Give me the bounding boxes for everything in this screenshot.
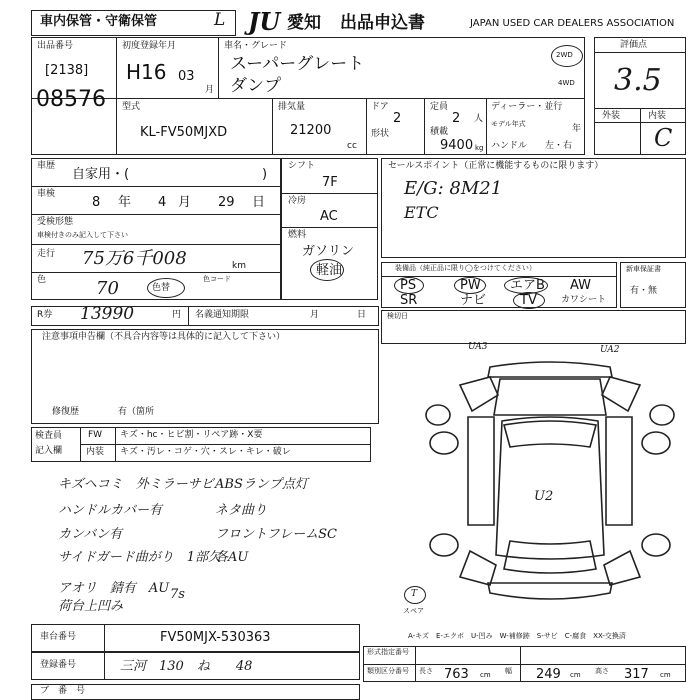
plate-label: 登録番号 (40, 660, 77, 670)
inspection-year-unit: 年 (118, 195, 132, 210)
mileage-label: 走行 (37, 249, 56, 259)
plate-value: 三河 130 ね 48 (120, 659, 253, 674)
after-box (381, 310, 686, 344)
model-year-unit: 年 (572, 124, 582, 134)
inspection-day-unit: 日 (252, 195, 266, 210)
drive-4wd: 4WD (558, 79, 575, 87)
remark-line: サイドガード曲がり 1部欠 (58, 550, 221, 565)
capacity-label: 定員 (430, 102, 449, 112)
repair-value: 有（箇所 (118, 407, 155, 417)
sales-point-etc: ETC (404, 203, 439, 222)
spare-label: スペア (403, 607, 424, 615)
registration-era-year: H16 (126, 60, 167, 84)
type-label: 型式 (122, 102, 141, 112)
score-label: 評価点 (620, 40, 648, 50)
registration-month: 03 (178, 69, 195, 84)
remark-line: キズヘコミ 外ミラーサビ (58, 477, 214, 492)
lot-label: 出品番号 (37, 41, 74, 51)
height-unit: cm (660, 671, 671, 679)
shift-value: 7F (322, 175, 338, 190)
recycle-label: R券 (37, 310, 53, 320)
fuel-value: ガソリン (302, 244, 355, 259)
remark-line: カンバン有 (58, 527, 123, 542)
car-diagram (420, 355, 680, 615)
length-label: 長さ (419, 667, 433, 675)
warranty-options: 有・無 (630, 286, 658, 296)
fuel-option: 軽油 (316, 263, 343, 278)
dealer-label: ディーラー・並行 (491, 102, 563, 112)
equip-ps: PS (400, 278, 417, 293)
fw-label: FW (88, 430, 103, 440)
length-unit: cm (480, 671, 491, 679)
storage-handwritten: L (214, 10, 226, 30)
doors-label: ドア (371, 102, 389, 112)
displacement-unit: cc (347, 141, 357, 151)
equip-sr: SR (400, 293, 418, 308)
length-value: 763 (444, 667, 469, 682)
doors-value: 2 (393, 111, 402, 126)
history-label: 車歴 (37, 161, 56, 171)
width-label: 幅 (505, 667, 512, 675)
model-name: スーパーグレート (230, 54, 365, 74)
equip-navi: ナビ (460, 293, 487, 308)
width-value: 249 (536, 667, 561, 682)
notice-day-unit: 日 (357, 310, 367, 320)
equip-aw: AW (570, 278, 592, 293)
mileage-value: 75万6千008 (82, 248, 187, 269)
inspection-year: 8 (92, 195, 101, 210)
recycle-value: 13990 (80, 304, 135, 324)
notice-month-unit: 月 (310, 310, 320, 320)
equip-pw-circle (454, 277, 486, 294)
capacity-unit: 人 (474, 114, 484, 124)
inspection-day: 29 (218, 195, 235, 210)
shape-code-label: 形式指定番号 (367, 648, 409, 656)
damage-legend: A-キズ E-エクボ U-凹み W-補修跡 S-サビ C-腐食 XX-交換済 (408, 632, 626, 640)
exterior-label: 外装 (602, 111, 621, 121)
inspection-month: 4 (158, 195, 167, 210)
shape-label: 形状 (371, 129, 390, 139)
equip-leather: カワシート (561, 295, 607, 305)
color-value: 70 (96, 278, 119, 299)
equip-pw: PW (460, 278, 481, 293)
load-value: 9400 (440, 138, 474, 153)
chassis-value: FV50MJX-530363 (160, 630, 271, 645)
interior-label: 内装 (648, 111, 667, 121)
equip-ps-circle (394, 277, 424, 294)
notes-box (31, 329, 379, 424)
model-label: 車名・グレード (224, 41, 288, 51)
mileage-unit: km (232, 261, 246, 271)
mark-front-left: UA3 (468, 342, 488, 352)
capacity-value: 2 (452, 111, 461, 126)
displacement-value: 21200 (290, 123, 332, 138)
equip-tv-circle (513, 292, 545, 309)
load-unit: kg (475, 144, 484, 152)
height-label: 高さ (595, 667, 609, 675)
registration-label: 初度登録年月 (122, 41, 177, 51)
interior-items: キズ・汚レ・コゲ・穴・スレ・キレ・破レ (120, 447, 291, 457)
equip-tv: TV (520, 293, 537, 308)
fuel-circle (310, 259, 344, 281)
lot-number: 08576 (36, 87, 106, 112)
chassis-label: 車台番号 (40, 632, 77, 642)
color-change-circle (147, 278, 185, 298)
association-name: 愛知 (287, 13, 321, 33)
remark-mark: 7s (170, 587, 185, 602)
english-name: JAPAN USED CAR DEALERS ASSOCIATION (470, 18, 675, 29)
sales-point-label: セールスポイント（正常に機能するものに限ります） (388, 161, 604, 171)
remark-line: 荷台上凹み (58, 599, 124, 614)
repair-label: 修復歴 (52, 407, 80, 417)
model-year-label: モデル年式 (491, 120, 526, 128)
remark-line: フロントフレームSC (215, 527, 337, 542)
ju-logo: JU (248, 7, 281, 36)
inspection-month-unit: 月 (178, 195, 192, 210)
sales-point-engine: E/G: 8M21 (404, 178, 503, 199)
model-body: ダンプ (230, 76, 282, 96)
handle-label: ハンドル (491, 141, 528, 151)
shift-label: シフト (288, 161, 316, 171)
notice-label: 名義通知期限 (195, 310, 250, 320)
color-code-label: 色コード (203, 275, 231, 283)
lot-sub-number: [2138] (45, 63, 89, 78)
handle-options: 左・右 (545, 141, 573, 151)
color-change-label: 色替 (152, 283, 171, 293)
interior-score: C (654, 124, 673, 152)
class-code-label: 類別区分番号 (367, 667, 409, 675)
cooler-value: AC (320, 209, 338, 224)
history-close: ) (262, 167, 268, 182)
received-label: 受検形態 (37, 217, 74, 227)
recycle-unit: 円 (172, 310, 182, 320)
mark-center: U2 (534, 489, 554, 504)
inspector-label: 検査員 (35, 431, 63, 441)
equip-airbag: エアB (510, 278, 545, 293)
bottom-label: ブ 番 号 (40, 686, 86, 696)
form-title: 出品申込書 (340, 13, 425, 33)
interior-check-label: 内装 (86, 447, 105, 457)
type-value: KL-FV50MJXD (140, 125, 228, 140)
after-label: 検切日 (387, 312, 408, 320)
remark-line: ABSランプ点灯 (215, 477, 308, 492)
registration-month-unit: 月 (205, 85, 215, 95)
received-note: 車検付きのみ記入して下さい (37, 231, 128, 239)
history-value: 自家用・( (72, 167, 130, 182)
warranty-label: 新車保証書 (626, 265, 661, 273)
height-value: 317 (624, 667, 649, 682)
inspection-label: 車検 (37, 189, 56, 199)
fw-items: キズ・hc・ヒビ割・リペア跡・X要 (120, 430, 263, 440)
fuel-label: 燃料 (288, 230, 307, 240)
remark-line: ハンドルカバー有 (58, 503, 163, 518)
load-label: 積載 (430, 127, 449, 137)
width-unit: cm (570, 671, 581, 679)
score-value: 3.5 (614, 63, 662, 98)
displacement-label: 排気量 (278, 102, 306, 112)
remark-line: アオリ 錆有 AU (58, 581, 170, 596)
spare-mark: T (411, 589, 418, 599)
color-label: 色 (37, 275, 47, 285)
equipment-label: 装備品（純正品に限り◯をつけてください） (395, 264, 536, 272)
remark-line: ネタ曲り (215, 503, 268, 518)
inspector-label-2: 記入欄 (35, 446, 63, 456)
cooler-label: 冷房 (288, 196, 307, 206)
notes-label: 注意事項申告欄（不具合内容等は具体的に記入して下さい） (42, 332, 286, 342)
mark-front-right: UA2 (600, 345, 620, 355)
storage-label: 車内保管・守衛保管 (40, 14, 158, 29)
remark-line: 各AU (215, 550, 249, 565)
drive-2wd: 2WD (556, 51, 573, 59)
